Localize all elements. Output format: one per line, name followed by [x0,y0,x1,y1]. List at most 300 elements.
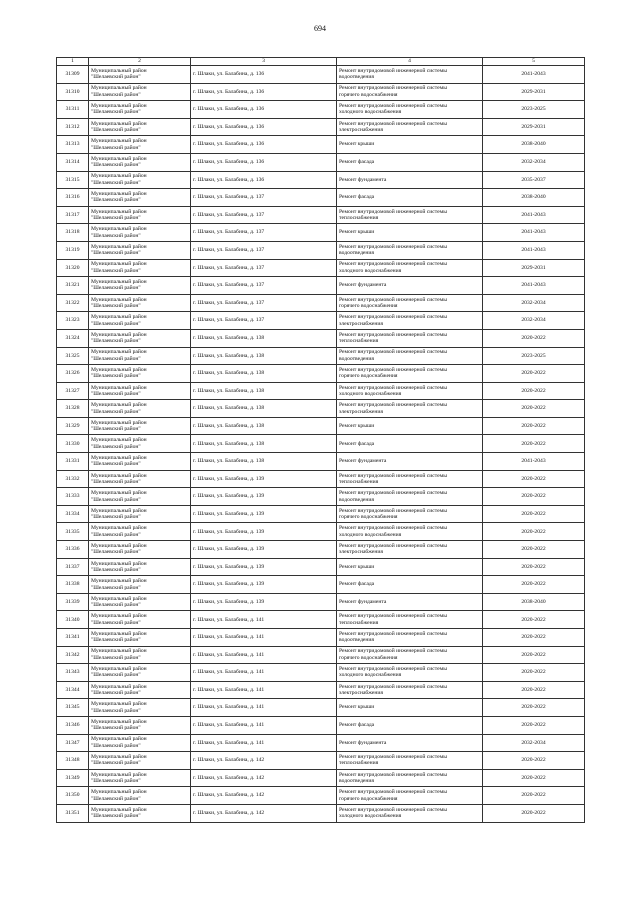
district-cell [89,769,191,787]
work-type-line: Ремонт внутридомовой инженерной системы [339,402,447,409]
district-line: "Шелаевский район" [91,267,141,274]
district-line: Муниципальный район [91,384,147,391]
work-type-line: Ремонт фасада [339,194,375,201]
address-cell: г. Шлаки, ул. Балабина, д. 139 [191,505,337,523]
work-type-line: Ремонт фундамента [339,598,387,605]
district-line: "Шелаевский район" [91,179,141,186]
period-cell: 2041-2043 [483,224,585,242]
district-line: "Шелаевский район" [91,109,141,116]
district-line: Муниципальный район [91,103,147,110]
district-line: Муниципальный район [91,208,147,215]
address-cell: г. Шлаки, ул. Балабина, д. 136 [191,136,337,154]
row-number-cell: 31313 [57,136,89,154]
period-cell: 2041-2043 [483,241,585,259]
district-line: "Шелаевский район" [91,197,141,204]
period-cell: 2032-2034 [483,153,585,171]
work-type-line: Ремонт внутридомовой инженерной системы [339,366,447,373]
period-cell: 2029-2031 [483,259,585,277]
district-line: Муниципальный район [91,525,147,532]
address-cell: г. Шлаки, ул. Балабина, д. 136 [191,153,337,171]
work-type-cell [337,611,483,629]
district-cell [89,83,191,101]
row-number-cell: 31325 [57,347,89,365]
address-cell: г. Шлаки, ул. Балабина, д. 142 [191,804,337,822]
row-number-cell: 31311 [57,101,89,119]
district-line: Муниципальный район [91,419,147,426]
address-cell: г. Шлаки, ул. Балабина, д. 139 [191,541,337,559]
district-line: Муниципальный район [91,666,147,673]
district-line: "Шелаевский район" [91,373,141,380]
page-number: 694 [314,24,326,33]
district-line: Муниципальный район [91,243,147,250]
header-cell-3: 3 [191,58,337,66]
district-cell [89,136,191,154]
district-line: "Шелаевский район" [91,355,141,362]
district-line: Муниципальный район [91,67,147,74]
register-table-body [57,58,585,823]
work-type-line: Ремонт внутридомовой инженерной системы [339,120,447,127]
header-row [57,58,585,66]
district-cell [89,277,191,295]
address-cell: г. Шлаки, ул. Балабина, д. 136 [191,171,337,189]
work-type-line: Ремонт внутридомовой инженерной системы [339,490,447,497]
work-type-cell [337,171,483,189]
work-type-line: Ремонт фундамента [339,176,387,183]
row-number-cell: 31322 [57,294,89,312]
work-type-line: Ремонт внутридомовой инженерной системы [339,384,447,391]
address-cell: г. Шлаки, ул. Балабина, д. 137 [191,224,337,242]
district-cell [89,294,191,312]
work-type-cell [337,241,483,259]
table-row [57,523,585,541]
work-type-cell [337,400,483,418]
address-cell: г. Шлаки, ул. Балабина, д. 138 [191,329,337,347]
work-type-line: Ремонт внутридомовой инженерной системы [339,331,447,338]
address-cell: г. Шлаки, ул. Балабина, д. 137 [191,259,337,277]
period-cell: 2020-2022 [483,382,585,400]
row-number-cell: 31314 [57,153,89,171]
table-row [57,277,585,295]
period-cell: 2020-2022 [483,664,585,682]
district-line: "Шелаевский район" [91,496,141,503]
work-type-line: холодного водоснабжения [339,109,402,116]
work-type-line: Ремонт внутридомовой инженерной системы [339,208,447,215]
row-number-cell: 31315 [57,171,89,189]
work-type-line: водоотведения [339,250,374,257]
district-line: Муниципальный район [91,472,147,479]
district-line: "Шелаевский район" [91,443,141,450]
district-cell [89,470,191,488]
row-number-cell: 31351 [57,804,89,822]
district-line: Муниципальный район [91,138,147,145]
address-cell: г. Шлаки, ул. Балабина, д. 141 [191,716,337,734]
address-cell: г. Шлаки, ул. Балабина, д. 139 [191,593,337,611]
header-cell-2: 2 [89,58,191,66]
table-row [57,541,585,559]
period-cell: 2020-2022 [483,576,585,594]
period-cell: 2041-2043 [483,453,585,471]
row-number-cell: 31309 [57,66,89,84]
district-line: Муниципальный район [91,683,147,690]
district-cell [89,435,191,453]
district-line: Муниципальный район [91,85,147,92]
district-cell [89,664,191,682]
row-number-cell: 31348 [57,752,89,770]
district-cell [89,681,191,699]
work-type-cell [337,347,483,365]
work-type-line: Ремонт внутридомовой инженерной системы [339,542,447,549]
row-number-cell: 31347 [57,734,89,752]
district-line: "Шелаевский район" [91,584,141,591]
work-type-line: электроснабжения [339,690,383,697]
district-cell [89,400,191,418]
row-number-cell: 31342 [57,646,89,664]
district-cell [89,66,191,84]
work-type-cell [337,470,483,488]
work-type-line: Ремонт крыши [339,141,375,148]
work-type-line: электроснабжения [339,320,383,327]
work-type-line: горячего водоснабжения [339,795,398,802]
work-type-line: Ремонт крыши [339,704,375,711]
work-type-line: Ремонт фасада [339,722,375,729]
work-type-line: Ремонт фундамента [339,282,387,289]
address-cell: г. Шлаки, ул. Балабина, д. 142 [191,769,337,787]
address-cell: г. Шлаки, ул. Балабина, д. 141 [191,734,337,752]
district-line: Муниципальный район [91,155,147,162]
district-line: Муниципальный район [91,578,147,585]
work-type-line: Ремонт внутридомовой инженерной системы [339,630,447,637]
table-row [57,435,585,453]
work-type-line: водоотведения [339,778,374,785]
work-type-cell [337,787,483,805]
district-line: Муниципальный район [91,771,147,778]
district-cell [89,206,191,224]
work-type-line: Ремонт фасада [339,581,375,588]
work-type-cell [337,294,483,312]
work-type-line: Ремонт внутридомовой инженерной системы [339,789,447,796]
district-cell [89,646,191,664]
table-row [57,593,585,611]
register-table [56,57,585,823]
work-type-line: Ремонт крыши [339,229,375,236]
row-number-cell: 31341 [57,629,89,647]
district-cell [89,417,191,435]
table-row [57,365,585,383]
district-line: Муниципальный район [91,648,147,655]
work-type-cell [337,83,483,101]
address-cell: г. Шлаки, ул. Балабина, д. 136 [191,101,337,119]
district-cell [89,558,191,576]
district-cell [89,787,191,805]
district-cell [89,505,191,523]
work-type-cell [337,435,483,453]
row-number-cell: 31334 [57,505,89,523]
work-type-cell [337,804,483,822]
address-cell: г. Шлаки, ул. Балабина, д. 141 [191,629,337,647]
district-line: Муниципальный район [91,542,147,549]
table-row [57,470,585,488]
work-type-line: водоотведения [339,496,374,503]
district-line: "Шелаевский район" [91,461,141,468]
address-cell: г. Шлаки, ул. Балабина, д. 139 [191,523,337,541]
table-row [57,312,585,330]
district-cell [89,593,191,611]
work-type-line: теплоснабжения [339,215,379,222]
district-cell [89,804,191,822]
work-type-cell [337,769,483,787]
row-number-cell: 31324 [57,329,89,347]
work-type-cell [337,453,483,471]
address-cell: г. Шлаки, ул. Балабина, д. 139 [191,488,337,506]
work-type-line: горячего водоснабжения [339,373,398,380]
work-type-cell [337,629,483,647]
period-cell: 2020-2022 [483,752,585,770]
work-type-line: Ремонт фундамента [339,739,387,746]
period-cell: 2029-2031 [483,83,585,101]
district-cell [89,734,191,752]
district-cell [89,382,191,400]
district-cell [89,329,191,347]
table-row [57,118,585,136]
district-line: Муниципальный район [91,613,147,620]
district-line: "Шелаевский район" [91,74,141,81]
district-line: "Шелаевский район" [91,549,141,556]
period-cell: 2020-2022 [483,769,585,787]
row-number-cell: 31330 [57,435,89,453]
district-line: Муниципальный район [91,191,147,198]
table-row [57,101,585,119]
period-cell: 2020-2022 [483,558,585,576]
table-row [57,681,585,699]
district-line: "Шелаевский район" [91,637,141,644]
row-number-cell: 31321 [57,277,89,295]
district-line: "Шелаевский район" [91,215,141,222]
address-cell: г. Шлаки, ул. Балабина, д. 138 [191,365,337,383]
period-cell: 2020-2022 [483,681,585,699]
district-line: Муниципальный район [91,701,147,708]
work-type-line: холодного водоснабжения [339,267,402,274]
district-line: Муниципальный район [91,314,147,321]
work-type-cell [337,752,483,770]
row-number-cell: 31337 [57,558,89,576]
work-type-cell [337,576,483,594]
table-row [57,83,585,101]
row-number-cell: 31326 [57,365,89,383]
work-type-line: теплоснабжения [339,338,379,345]
district-line: Муниципальный район [91,331,147,338]
work-type-line: Ремонт внутридомовой инженерной системы [339,296,447,303]
address-cell: г. Шлаки, ул. Балабина, д. 138 [191,400,337,418]
address-cell: г. Шлаки, ул. Балабина, д. 139 [191,558,337,576]
address-cell: г. Шлаки, ул. Балабина, д. 137 [191,241,337,259]
district-cell [89,488,191,506]
period-cell: 2020-2022 [483,787,585,805]
work-type-cell [337,312,483,330]
table-row [57,241,585,259]
address-cell: г. Шлаки, ул. Балабина, д. 138 [191,347,337,365]
work-type-line: Ремонт внутридомовой инженерной системы [339,261,447,268]
district-cell [89,312,191,330]
row-number-cell: 31329 [57,417,89,435]
header-cell-4: 4 [337,58,483,66]
district-line: Муниципальный район [91,437,147,444]
district-cell [89,171,191,189]
work-type-cell [337,118,483,136]
address-cell: г. Шлаки, ул. Балабина, д. 137 [191,206,337,224]
district-line: "Шелаевский район" [91,232,141,239]
district-line: "Шелаевский район" [91,285,141,292]
district-line: "Шелаевский район" [91,654,141,661]
work-type-line: холодного водоснабжения [339,813,402,820]
district-cell [89,153,191,171]
work-type-line: Ремонт внутридомовой инженерной системы [339,314,447,321]
period-cell: 2020-2022 [483,400,585,418]
period-cell: 2020-2022 [483,523,585,541]
address-cell: г. Шлаки, ул. Балабина, д. 137 [191,294,337,312]
row-number-cell: 31332 [57,470,89,488]
table-row [57,224,585,242]
district-line: "Шелаевский район" [91,778,141,785]
period-cell: 2020-2022 [483,629,585,647]
work-type-line: электроснабжения [339,127,383,134]
period-cell: 2041-2043 [483,277,585,295]
work-type-line: Ремонт крыши [339,563,375,570]
work-type-cell [337,365,483,383]
district-cell [89,118,191,136]
work-type-cell [337,523,483,541]
work-type-line: электроснабжения [339,549,383,556]
row-number-cell: 31350 [57,787,89,805]
row-number-cell: 31335 [57,523,89,541]
district-line: Муниципальный район [91,296,147,303]
work-type-line: Ремонт внутридомовой инженерной системы [339,771,447,778]
work-type-line: Ремонт внутридомовой инженерной системы [339,67,447,74]
district-line: "Шелаевский район" [91,707,141,714]
district-line: Муниципальный район [91,595,147,602]
work-type-line: Ремонт внутридомовой инженерной системы [339,507,447,514]
work-type-line: горячего водоснабжения [339,91,398,98]
period-cell: 2020-2022 [483,699,585,717]
period-cell: 2020-2022 [483,541,585,559]
table-row [57,699,585,717]
period-cell: 2038-2040 [483,136,585,154]
table-row [57,259,585,277]
district-line: Муниципальный район [91,490,147,497]
address-cell: г. Шлаки, ул. Балабина, д. 137 [191,189,337,207]
district-line: "Шелаевский район" [91,514,141,521]
district-line: "Шелаевский район" [91,91,141,98]
work-type-cell [337,699,483,717]
work-type-line: Ремонт внутридомовой инженерной системы [339,754,447,761]
work-type-line: Ремонт внутридомовой инженерной системы [339,472,447,479]
work-type-line: Ремонт внутридомовой инженерной системы [339,666,447,673]
address-cell: г. Шлаки, ул. Балабина, д. 141 [191,646,337,664]
work-type-line: водоотведения [339,637,374,644]
work-type-cell [337,716,483,734]
district-line: Муниципальный район [91,789,147,796]
period-cell: 2029-2031 [483,118,585,136]
work-type-cell [337,382,483,400]
work-type-line: водоотведения [339,74,374,81]
district-line: "Шелаевский район" [91,408,141,415]
table-row [57,453,585,471]
period-cell: 2032-2034 [483,312,585,330]
row-number-cell: 31328 [57,400,89,418]
district-cell [89,541,191,559]
district-line: Муниципальный район [91,261,147,268]
district-cell [89,347,191,365]
work-type-line: водоотведения [339,355,374,362]
work-type-cell [337,277,483,295]
district-line: Муниципальный район [91,560,147,567]
district-line: "Шелаевский район" [91,760,141,767]
row-number-cell: 31340 [57,611,89,629]
work-type-line: электроснабжения [339,408,383,415]
table-row [57,716,585,734]
district-line: Муниципальный район [91,736,147,743]
period-cell: 2032-2034 [483,294,585,312]
period-cell: 2023-2025 [483,101,585,119]
district-line: "Шелаевский район" [91,602,141,609]
work-type-cell [337,541,483,559]
row-number-cell: 31317 [57,206,89,224]
work-type-line: горячего водоснабжения [339,303,398,310]
period-cell: 2020-2022 [483,417,585,435]
period-cell: 2020-2022 [483,505,585,523]
table-row [57,136,585,154]
district-line: "Шелаевский район" [91,478,141,485]
district-line: Муниципальный район [91,754,147,761]
district-line: "Шелаевский район" [91,162,141,169]
work-type-line: теплоснабжения [339,478,379,485]
work-type-cell [337,558,483,576]
period-cell: 2032-2034 [483,734,585,752]
district-cell [89,752,191,770]
address-cell: г. Шлаки, ул. Балабина, д. 139 [191,470,337,488]
row-number-cell: 31323 [57,312,89,330]
district-line: Муниципальный район [91,279,147,286]
table-row [57,787,585,805]
work-type-line: Ремонт внутридомовой инженерной системы [339,243,447,250]
period-cell: 2020-2022 [483,716,585,734]
work-type-cell [337,417,483,435]
work-type-line: Ремонт фасада [339,440,375,447]
work-type-cell [337,153,483,171]
address-cell: г. Шлаки, ул. Балабина, д. 136 [191,83,337,101]
district-line: "Шелаевский район" [91,742,141,749]
work-type-line: теплоснабжения [339,619,379,626]
district-cell [89,189,191,207]
district-line: Муниципальный район [91,120,147,127]
period-cell: 2035-2037 [483,171,585,189]
district-cell [89,716,191,734]
table-row [57,189,585,207]
district-line: "Шелаевский район" [91,127,141,134]
table-row [57,488,585,506]
work-type-cell [337,646,483,664]
row-number-cell: 31327 [57,382,89,400]
work-type-line: Ремонт фундамента [339,458,387,465]
work-type-cell [337,224,483,242]
district-line: "Шелаевский район" [91,672,141,679]
table-row [57,505,585,523]
work-type-cell [337,681,483,699]
address-cell: г. Шлаки, ул. Балабина, д. 141 [191,681,337,699]
address-cell: г. Шлаки, ул. Балабина, д. 136 [191,66,337,84]
address-cell: г. Шлаки, ул. Балабина, д. 136 [191,118,337,136]
period-cell: 2038-2040 [483,593,585,611]
table-row [57,611,585,629]
